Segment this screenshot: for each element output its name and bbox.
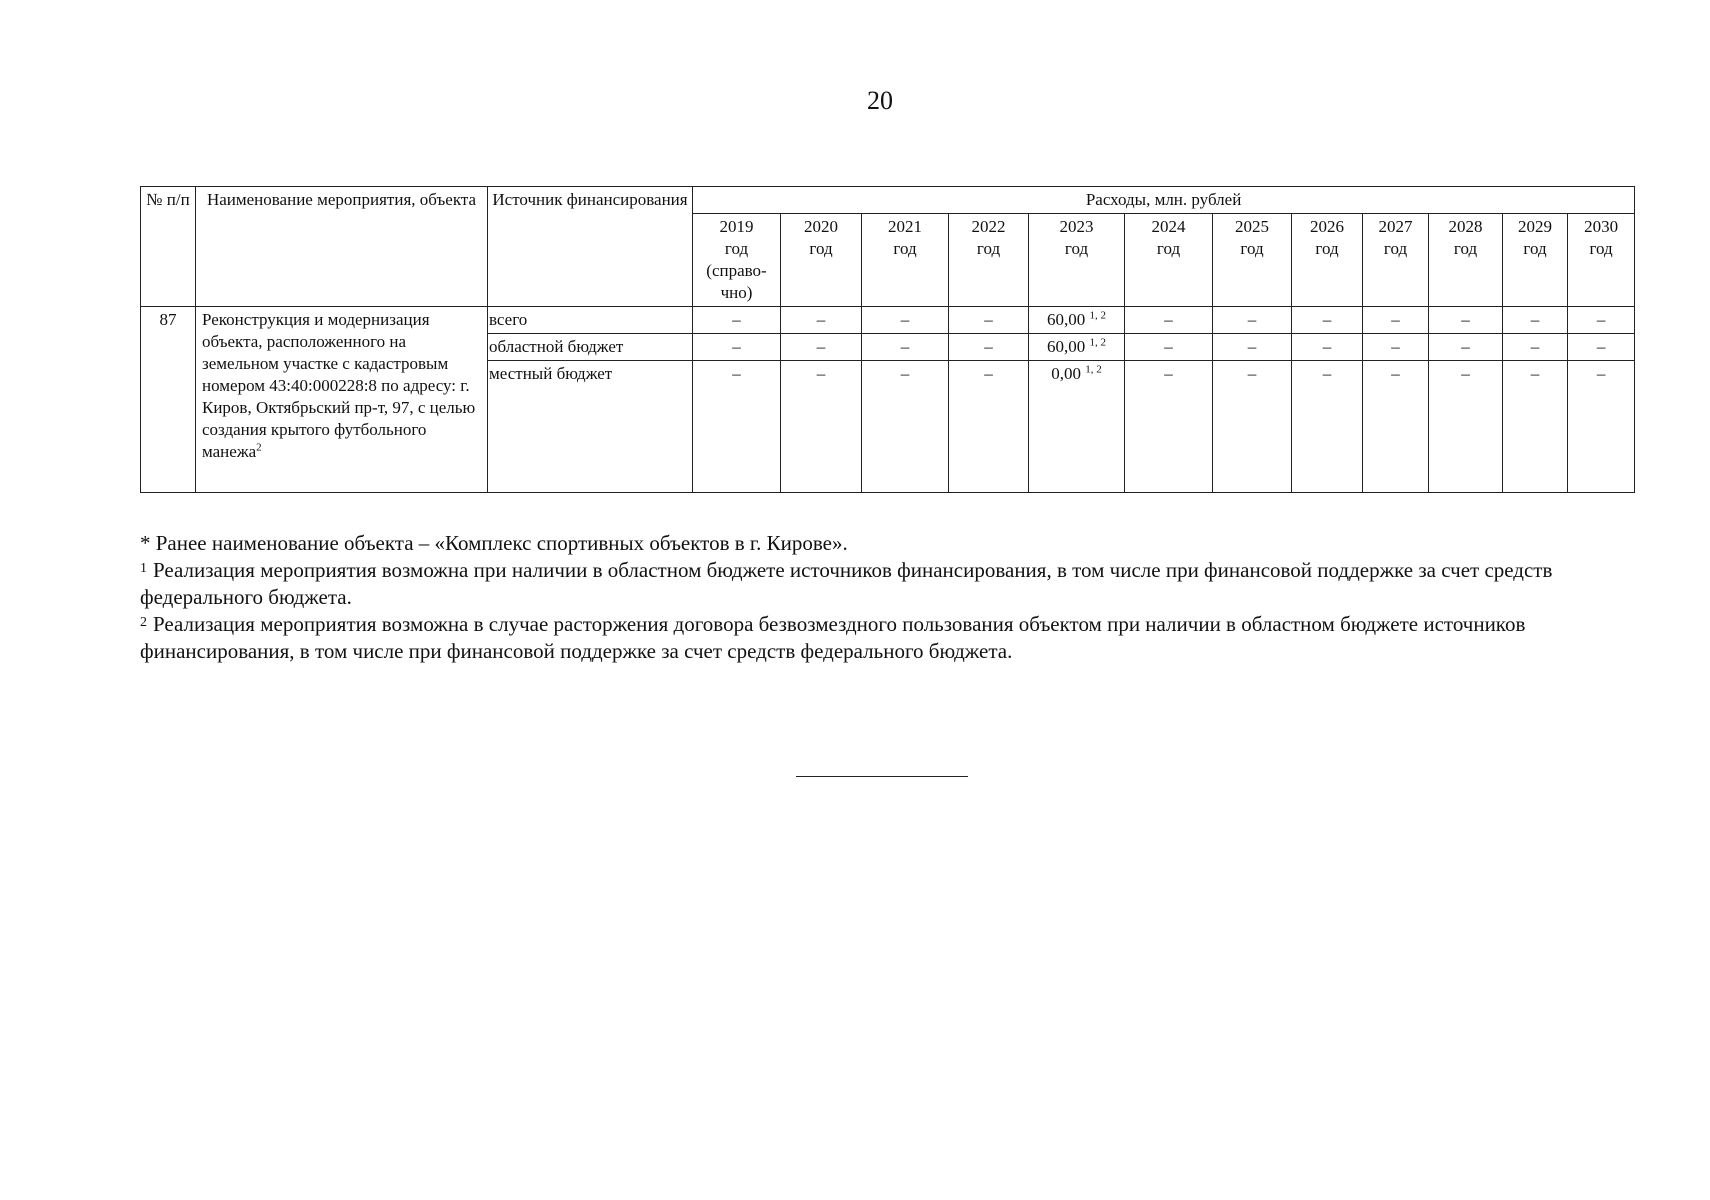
value-cell: – xyxy=(862,307,949,334)
value-cell: – xyxy=(693,334,781,361)
header-year-2029: 2029 год xyxy=(1503,214,1568,307)
header-source: Источник финансирования xyxy=(488,187,693,307)
page-number: 20 xyxy=(867,86,893,115)
table-row-total xyxy=(141,307,1635,334)
source-label: местный бюджет xyxy=(488,361,693,493)
value-cell: – xyxy=(1213,307,1292,334)
header-year-2026: 2026 год xyxy=(1292,214,1363,307)
value-cell: – xyxy=(862,334,949,361)
value-cell: – xyxy=(1292,334,1363,361)
value-cell: – xyxy=(1363,334,1429,361)
value-cell: – xyxy=(1503,361,1568,493)
value-cell: – xyxy=(1568,307,1635,334)
value-cell: – xyxy=(1292,307,1363,334)
value-cell-2023: 0,00 $^{1, 2}$ xyxy=(1029,361,1125,493)
value-cell: – xyxy=(1213,361,1292,493)
header-year-2027: 2027 год xyxy=(1363,214,1429,307)
end-divider xyxy=(796,776,968,777)
footnote-star: * Ранее наименование объекта – «Комплекс спортивных объектов в г. Кирове». xyxy=(140,531,848,555)
value-cell: – xyxy=(781,334,862,361)
value-cell-2023: 60,00 $^{1, 2}$ xyxy=(1029,334,1125,361)
value-cell: – xyxy=(949,361,1029,493)
header-year-2023: 2023 год xyxy=(1029,214,1125,307)
footnote-2: $^2$ Реализация мероприятия возможна в случае расторжения договора безвозмездного пользования объектом при наличии в областном бюджете источников финансирования, в том числе при финансовой поддержке за счет средств федерального бюджета. xyxy=(140,612,1526,663)
header-expenses: Расходы, млн. рублей xyxy=(693,187,1635,214)
header-year-2022: 2022 год xyxy=(949,214,1029,307)
value-cell: – xyxy=(1503,334,1568,361)
row-number: 87 xyxy=(141,307,196,493)
header-year-2028: 2028 год xyxy=(1429,214,1503,307)
value-cell-2023: 60,00 $^{1, 2}$ xyxy=(1029,307,1125,334)
value-cell: – xyxy=(1429,334,1503,361)
footnote-1: $^1$ Реализация мероприятия возможна при наличии в областном бюджете источников финансирования, в том числе при финансовой поддержке за счет средств федерального бюджета. xyxy=(140,558,1553,609)
value-cell: – xyxy=(1429,307,1503,334)
header-num: № п/п xyxy=(141,187,196,307)
value-cell: – xyxy=(1292,361,1363,493)
source-label: областной бюджет xyxy=(488,334,693,361)
header-year-2030: 2030 год xyxy=(1568,214,1635,307)
value-cell: – xyxy=(1125,361,1213,493)
header-year-2020: 2020 год xyxy=(781,214,862,307)
value-cell: – xyxy=(862,361,949,493)
source-label: всего xyxy=(488,307,693,334)
header-year-2019: 2019 год (справо-чно) xyxy=(693,214,781,307)
value-cell: – xyxy=(693,361,781,493)
value-cell: – xyxy=(1125,307,1213,334)
value-cell: – xyxy=(693,307,781,334)
header-name: Наименование мероприятия, объекта xyxy=(196,187,488,307)
footnotes xyxy=(140,530,1640,665)
value-cell: – xyxy=(1429,361,1503,493)
value-cell: – xyxy=(1363,361,1429,493)
value-cell: – xyxy=(949,334,1029,361)
header-year-2021: 2021 год xyxy=(862,214,949,307)
event-name: Реконструкция и модернизация объекта, расположенного на земельном участке с кадастровым номером 43:40:000228:8 по адресу: г. Киров, Октябрьский пр-т, 97, с целью создания крытого футбольного манежа$^2$ xyxy=(196,307,488,493)
value-cell: – xyxy=(1125,334,1213,361)
value-cell: – xyxy=(1568,361,1635,493)
header-row-top xyxy=(141,187,1635,214)
header-year-2025: 2025 год xyxy=(1213,214,1292,307)
value-cell: – xyxy=(949,307,1029,334)
header-year-2024: 2024 год xyxy=(1125,214,1213,307)
value-cell: – xyxy=(1213,334,1292,361)
value-cell: – xyxy=(781,307,862,334)
value-cell: – xyxy=(1568,334,1635,361)
budget-table xyxy=(140,186,1635,493)
value-cell: – xyxy=(781,361,862,493)
value-cell: – xyxy=(1503,307,1568,334)
value-cell: – xyxy=(1363,307,1429,334)
